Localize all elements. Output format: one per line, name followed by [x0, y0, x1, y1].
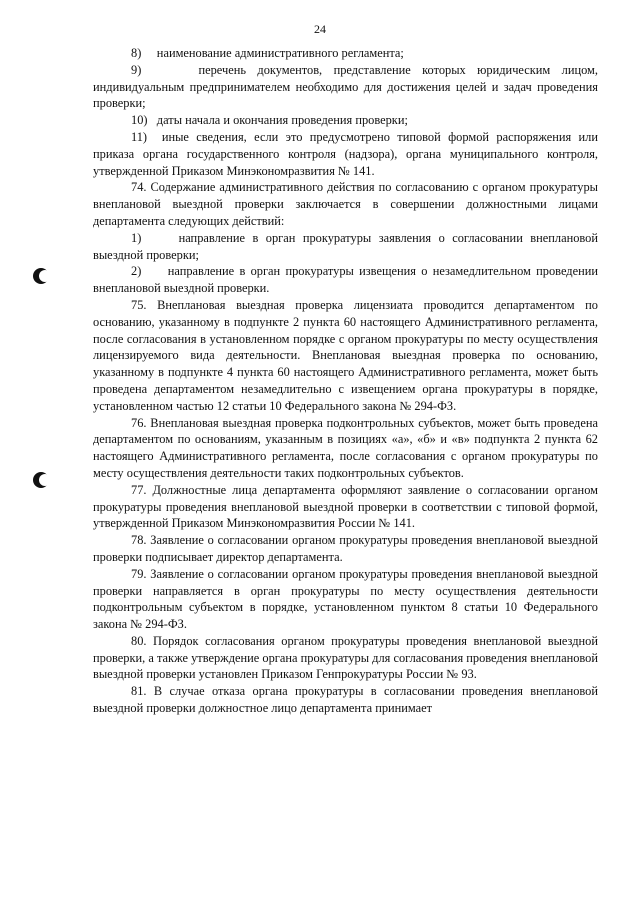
paragraph-81: 81. В случае отказа органа прокуратуры в согласовании проведения внеплановой выездной проверки должностное лицо департамента принимает — [93, 684, 598, 716]
paragraph-item-9: 9) перечень документов, представление которых юридическим лицом, индивидуальным предпринимателем необходимо для достижения целей и задач проведения проверки; — [93, 62, 598, 111]
paragraph-item-11: 11) иные сведения, если это предусмотрено типовой формой распоряжения или приказа органа государственного контроля (надзора), органа муниципального контроля, утвержденной Приказом Минэкономразвития № 141. — [93, 129, 598, 178]
paragraph-79: 79. Заявление о согласовании органом прокуратуры проведения внеплановой выездной проверки направляется в орган прокуратуры по месту осуществления деятельности подконтрольным субъектом в порядке, установленном пунктом 8 статьи 10 Федерального закона № 294-ФЗ. — [93, 566, 598, 632]
paragraph-80: 80. Порядок согласования органом прокуратуры проведения внеплановой выездной проверки, а также утверждение органа прокуратуры для согласования проведения внеплановой выездной проверки установлен Приказом Генпрокуратуры России № 93. — [93, 633, 598, 682]
paragraph-77: 77. Должностные лица департамента оформляют заявление о согласовании органом прокуратуры проведения внеплановой выездной проверки в соответствии с типовой формой, утвержденной Приказом Минэкономразвития России № 141. — [93, 482, 598, 531]
paragraph-74: 74. Содержание административного действия по согласованию с органом прокуратуры внеплановой выездной проверки заключается в совершении должностными лицами департамента следующих действий: — [93, 180, 598, 228]
page-number: 24 — [314, 22, 326, 36]
paragraph-item-8: 8) наименование административного регламента; — [131, 46, 404, 60]
paragraph-74-item-2: 2) направление в орган прокуратуры извещения о незамедлительном проведении внеплановой выездной проверки. — [93, 264, 598, 296]
paragraph-75: 75. Внеплановая выездная проверка лицензиата проводится департаментом по основанию, указанному в подпункте 2 пункта 60 настоящего Административного регламента, после согласования в установленном порядке с органом прокуратуры по месту осуществления лицензируемого вида деятельности. Внеплановая выездная проверка по основанию, указанному в подпункте 4 пункта 60 настоящего Административного регламента, может быть проведена департаментом незамедлительно с извещением органа прокуратуры в порядке, установленном частью 12 статьи 10 Федерального закона № 294-ФЗ. — [93, 297, 598, 413]
document-body — [93, 45, 598, 717]
binder-hole-mark-top — [33, 268, 49, 284]
paragraph-item-10: 10) даты начала и окончания проведения проверки; — [131, 113, 408, 128]
paragraph-76: 76. Внеплановая выездная проверка подконтрольных субъектов, может быть проведена департаментом по основаниям, указанным в позициях «а», «б» и «в» подпункта 2 пункта 62 настоящего Административного регламента, после согласования с органом прокуратуры по месту осуществления деятельности таких подконтрольных субъектов. — [93, 415, 598, 480]
binder-hole-mark-bottom — [33, 472, 49, 488]
paragraph-74-item-1: 1) направление в орган прокуратуры заявления о согласовании внеплановой выездной проверки; — [93, 230, 598, 262]
paragraph-78: 78. Заявление о согласовании органом прокуратуры проведения внеплановой выездной проверки подписывает директор департамента. — [93, 533, 598, 564]
